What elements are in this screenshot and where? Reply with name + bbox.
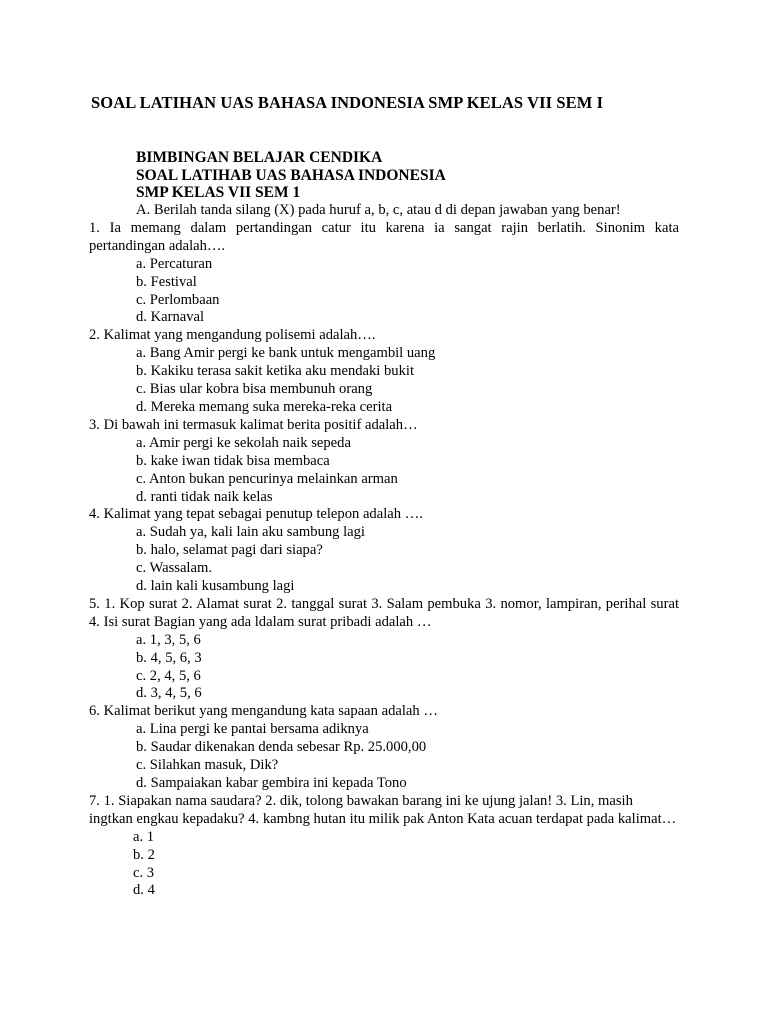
- document-title: SOAL LATIHAN UAS BAHASA INDONESIA SMP KELAS VII SEM I: [91, 93, 604, 112]
- answer-option: c. Bias ular kobra bisa membunuh orang: [136, 381, 373, 398]
- answer-option: c. 3: [133, 864, 155, 881]
- answer-option: b. 2: [133, 846, 155, 863]
- answer-option: a. Percaturan: [136, 255, 213, 272]
- answer-option: d. Sampaiakan kabar gembira ini kepada Tono: [136, 775, 407, 791]
- question-list: [89, 202, 679, 900]
- answer-option: c. 2, 4, 5, 6: [136, 667, 201, 684]
- header-line-institution: BIMBINGAN BELAJAR CENDIKA: [136, 149, 383, 166]
- question-text: 4. Kalimat yang tepat sebagai penutup telepon adalah ….: [89, 506, 423, 523]
- question-3: [89, 417, 679, 507]
- question-5: [89, 596, 679, 703]
- answer-option: a. Bang Amir pergi ke bank untuk mengambil uang: [136, 345, 436, 362]
- question-6: [89, 703, 679, 793]
- question-text: 1. Ia memang dalam pertandingan catur itu karena ia sangat rajin berlatih. Sinonim kata pertandingan adalah….: [89, 219, 679, 254]
- document-header: [136, 149, 446, 202]
- answer-option: a. Sudah ya, kali lain aku sambung lagi: [136, 524, 365, 541]
- answer-option: b. Saudar dikenakan denda sebesar Rp. 25.000,00: [136, 739, 427, 756]
- header-line-class: SMP KELAS VII SEM 1: [136, 184, 301, 201]
- question-text: 5. 1. Kop surat 2. Alamat surat 2. tanggal surat 3. Salam pembuka 3. nomor, lampiran, perihal surat 4. Isi surat Bagian yang ada ldalam surat pribadi adalah …: [89, 595, 679, 630]
- answer-option: b. halo, selamat pagi dari siapa?: [136, 542, 323, 559]
- answer-option: a. Amir pergi ke sekolah naik sepeda: [136, 434, 351, 451]
- answer-option: d. 4: [133, 882, 155, 899]
- question-text: 6. Kalimat berikut yang mengandung kata sapaan adalah …: [89, 703, 438, 720]
- answer-option: d. Karnaval: [136, 309, 205, 326]
- answer-option: c. Perlombaan: [136, 291, 220, 308]
- answer-option: d. ranti tidak naik kelas: [136, 488, 273, 505]
- answer-option: d. lain kali kusambung lagi: [136, 578, 295, 595]
- answer-option: a. Lina pergi ke pantai bersama adiknya: [136, 721, 369, 738]
- answer-option: b. Kakiku terasa sakit ketika aku mendaki bukit: [136, 363, 415, 380]
- question-text: 2. Kalimat yang mengandung polisemi adalah….: [89, 327, 376, 344]
- answer-option: b. 4, 5, 6, 3: [136, 649, 202, 666]
- question-text: 3. Di bawah ini termasuk kalimat berita positif adalah…: [89, 416, 418, 433]
- instruction-text: A. Berilah tanda silang (X) pada huruf a, b, c, atau d di depan jawaban yang benar!: [136, 202, 621, 218]
- header-line-subject: SOAL LATIHAB UAS BAHASA INDONESIA: [136, 166, 446, 184]
- question-text: 7. 1. Siapakan nama saudara? 2. dik, tolong bawakan barang ini ke ujung jalan! 3. Lin, masih ingtkan engkau kepadaku? 4. kambng hutan itu milik pak Anton Kata acuan terdapat pada kalimat…: [89, 792, 677, 827]
- answer-option: a. 1: [133, 828, 155, 845]
- answer-option: c. Wassalam.: [136, 560, 212, 577]
- answer-option: b. kake iwan tidak bisa membaca: [136, 452, 330, 469]
- answer-option: c. Silahkan masuk, Dik?: [136, 757, 279, 774]
- answer-option: d. 3, 4, 5, 6: [136, 685, 202, 702]
- question-1: [89, 220, 679, 327]
- answer-option: b. Festival: [136, 273, 197, 290]
- answer-option: c. Anton bukan pencurinya melainkan arman: [136, 470, 398, 487]
- question-2: [89, 327, 679, 417]
- answer-option: d. Mereka memang suka mereka-reka cerita: [136, 398, 393, 415]
- answer-option: a. 1, 3, 5, 6: [136, 631, 201, 648]
- question-4: [89, 506, 679, 596]
- question-7: [89, 793, 679, 900]
